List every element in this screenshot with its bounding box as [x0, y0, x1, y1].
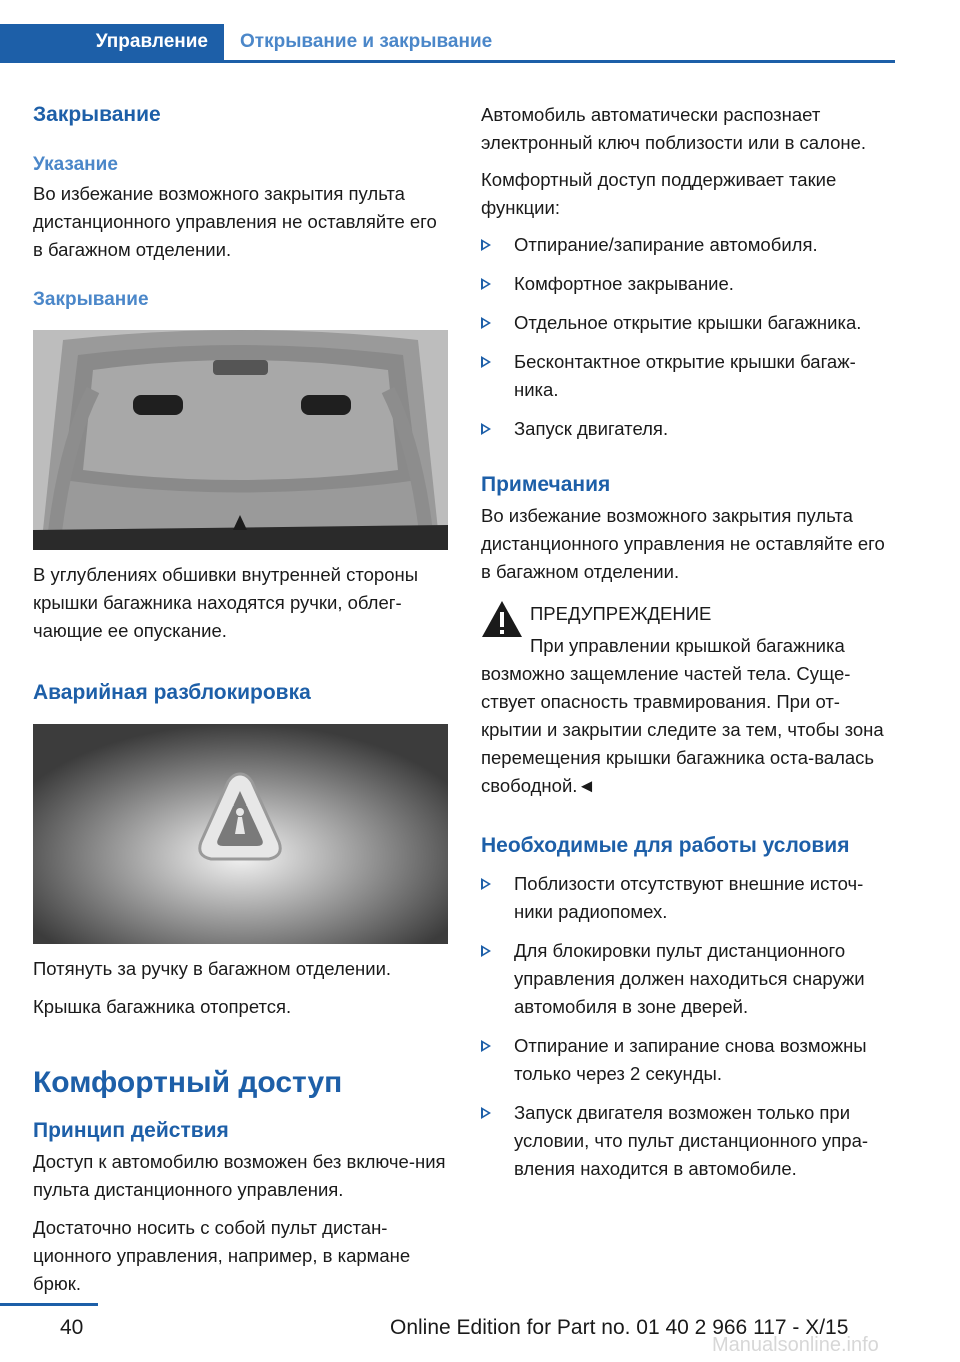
bullet-arrow-icon [481, 239, 491, 251]
pull-handle-text: Потянуть за ручку в багажном отделении. [33, 958, 392, 979]
list-item: Запуск двигателя возможен только при условии, что пульт дистанционного упра-вления находится в автомобиле. [481, 1099, 896, 1183]
heading-note: Указание [33, 154, 118, 175]
recognize-text: Автомобиль автоматически распознает электронный ключ поблизости или в салоне. [481, 104, 867, 153]
warning-triangle-icon [481, 600, 523, 638]
footer-divider [0, 1303, 98, 1306]
heading-closing: Закрывание [33, 103, 161, 126]
warning-first-line: При управлении крышкой багажника [530, 635, 845, 656]
list-item: Поблизости отсутствуют внешние источ-ники радиопомех. [481, 870, 896, 926]
lid-unlock-text: Крышка багажника отопрется. [33, 996, 292, 1017]
emergency-release-photo [33, 724, 448, 944]
heading-closing-sub: Закрывание [33, 289, 149, 310]
bullet-arrow-icon [481, 317, 491, 329]
bullet-arrow-icon [481, 278, 491, 290]
heading-notes: Примечания [481, 473, 611, 496]
bullet-arrow-icon [481, 1107, 491, 1119]
supports-text: Комфортный доступ поддерживает такие функции: [481, 169, 837, 218]
heading-emergency-release: Аварийная разблокировка [33, 681, 311, 704]
bullet-arrow-icon [481, 945, 491, 957]
bullet-arrow-icon [481, 878, 491, 890]
list-item: Бесконтактное открытие крышки багаж-ника. [481, 348, 896, 404]
handles-text: В углублениях обшивки внутренней стороны крышки багажника находятся ручки, облег-чающие ее опускание. [33, 564, 419, 641]
trunk-lid-illustration [33, 330, 448, 550]
page-number: 40 [60, 1316, 84, 1339]
carry-remote-text: Достаточно носить с собой пульт дистан-ционного управления, например, в кармане брюк. [33, 1217, 411, 1294]
warning-title: ПРЕДУПРЕЖДЕНИЕ [530, 603, 712, 624]
list-item: Запуск двигателя. [481, 415, 896, 443]
conditions-list [481, 870, 896, 1183]
heading-principle: Принцип действия [33, 1119, 229, 1142]
left-column [33, 95, 448, 1298]
bullet-arrow-icon [481, 356, 491, 368]
feature-list [481, 231, 896, 443]
trunk-lid-photo [33, 330, 448, 550]
list-item: Отпирание/запирание автомобиля. [481, 231, 896, 259]
list-item: Отпирание и запирание снова возможны только через 2 секунды. [481, 1032, 896, 1088]
emergency-handle-illustration [33, 724, 448, 944]
page-header [0, 24, 960, 64]
tab-controls[interactable]: Управление [0, 24, 224, 60]
watermark: Manualsonline.info [712, 1334, 879, 1356]
note-text: Во избежание возможного закрытия пульта дистанционного управления не оставляйте его в багажном отделении. [33, 183, 437, 260]
warning-text: возможно защемление частей тела. Суще-ствует опасность травмирования. При от-крытии и закрытии следите за тем, чтобы зона перемещения крышки багажника оста-валась свободной.◄ [481, 663, 884, 796]
edition-text: Online Edition for Part no. 01 40 2 966 117 - X/15 [390, 1316, 849, 1339]
list-item: Отдельное открытие крышки багажника. [481, 309, 896, 337]
access-text: Доступ к автомобилю возможен без включе-ния пульта дистанционного управления. [33, 1151, 446, 1200]
heading-conditions: Необходимые для работы условия [481, 834, 850, 857]
notes-text: Во избежание возможного закрытия пульта дистанционного управления не оставляйте его в багажном отделении. [481, 505, 885, 582]
list-item: Для блокировки пульт дистанционного управления должен находиться снаружи автомобиля в зоне дверей. [481, 937, 896, 1021]
header-divider [0, 60, 895, 63]
tab-opening-closing[interactable]: Открывание и закрывание [240, 31, 493, 52]
list-item: Комфортное закрывание. [481, 270, 896, 298]
bullet-arrow-icon [481, 1040, 491, 1052]
bullet-arrow-icon [481, 423, 491, 435]
heading-comfort-access: Комфортный доступ [33, 1066, 343, 1099]
right-column [481, 95, 896, 1183]
warning-block [481, 600, 896, 800]
